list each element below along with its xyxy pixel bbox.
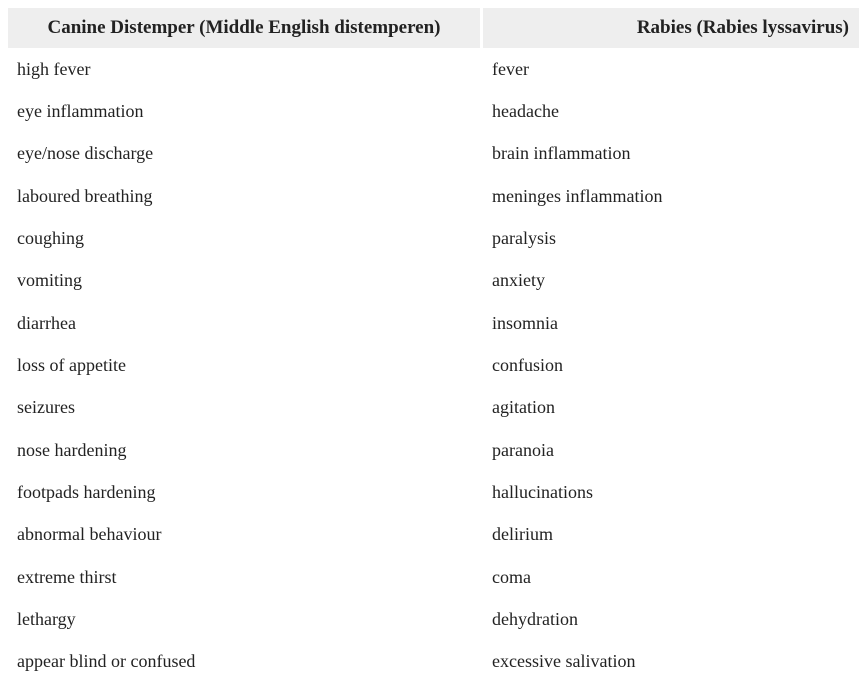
cell-rabies-symptom: hallucinations xyxy=(492,482,593,503)
table-row xyxy=(8,260,859,302)
table-row xyxy=(8,133,859,175)
cell-canine-distemper-symptom: abnormal behaviour xyxy=(17,524,162,545)
cell-rabies-symptom: coma xyxy=(492,566,531,587)
cell-rabies-symptom: dehydration xyxy=(492,609,578,630)
cell-rabies-symptom: confusion xyxy=(492,355,563,376)
table-row xyxy=(8,556,859,598)
cell-rabies-symptom: paralysis xyxy=(492,228,556,249)
table-row xyxy=(8,217,859,259)
table-row xyxy=(8,514,859,556)
cell-rabies-symptom: delirium xyxy=(492,524,553,545)
header-canine-distemper: Canine Distemper (Middle English distemperen) xyxy=(8,8,483,48)
cell-rabies-symptom: anxiety xyxy=(492,270,545,291)
table-row xyxy=(8,429,859,471)
table-row xyxy=(8,387,859,429)
cell-canine-distemper-symptom: loss of appetite xyxy=(17,355,126,376)
table-row xyxy=(8,175,859,217)
table-row xyxy=(8,302,859,344)
cell-canine-distemper-symptom: high fever xyxy=(17,58,91,79)
cell-canine-distemper-symptom: lethargy xyxy=(17,609,76,630)
cell-canine-distemper-symptom: coughing xyxy=(17,228,84,249)
table-row xyxy=(8,641,859,683)
cell-rabies-symptom: agitation xyxy=(492,397,555,418)
table-row xyxy=(8,344,859,386)
cell-rabies-symptom: paranoia xyxy=(492,439,554,460)
cell-canine-distemper-symptom: eye/nose discharge xyxy=(17,143,154,164)
cell-canine-distemper-symptom: vomiting xyxy=(17,270,83,291)
cell-rabies-symptom: headache xyxy=(492,101,559,122)
table-header xyxy=(8,8,859,48)
cell-canine-distemper-symptom: diarrhea xyxy=(17,312,76,333)
table-row xyxy=(8,90,859,132)
cell-canine-distemper-symptom: appear blind or confused xyxy=(17,651,196,672)
cell-canine-distemper-symptom: laboured breathing xyxy=(17,185,153,206)
cell-rabies-symptom: excessive salivation xyxy=(492,651,636,672)
table-row xyxy=(8,598,859,640)
symptoms-comparison-table xyxy=(8,8,859,683)
cell-canine-distemper-symptom: seizures xyxy=(17,397,75,418)
cell-rabies-symptom: brain inflammation xyxy=(492,143,631,164)
cell-rabies-symptom: insomnia xyxy=(492,312,558,333)
cell-rabies-symptom: fever xyxy=(492,58,529,79)
symptoms-table-container xyxy=(0,8,859,689)
table-row xyxy=(8,48,859,90)
table-body xyxy=(8,48,859,683)
cell-canine-distemper-symptom: footpads hardening xyxy=(17,482,156,503)
header-rabies: Rabies (Rabies lyssavirus) xyxy=(483,8,859,48)
cell-canine-distemper-symptom: extreme thirst xyxy=(17,566,117,587)
cell-rabies-symptom: meninges inflammation xyxy=(492,185,663,206)
cell-canine-distemper-symptom: eye inflammation xyxy=(17,101,144,122)
table-row xyxy=(8,471,859,513)
header-row xyxy=(8,8,859,48)
cell-canine-distemper-symptom: nose hardening xyxy=(17,439,127,460)
